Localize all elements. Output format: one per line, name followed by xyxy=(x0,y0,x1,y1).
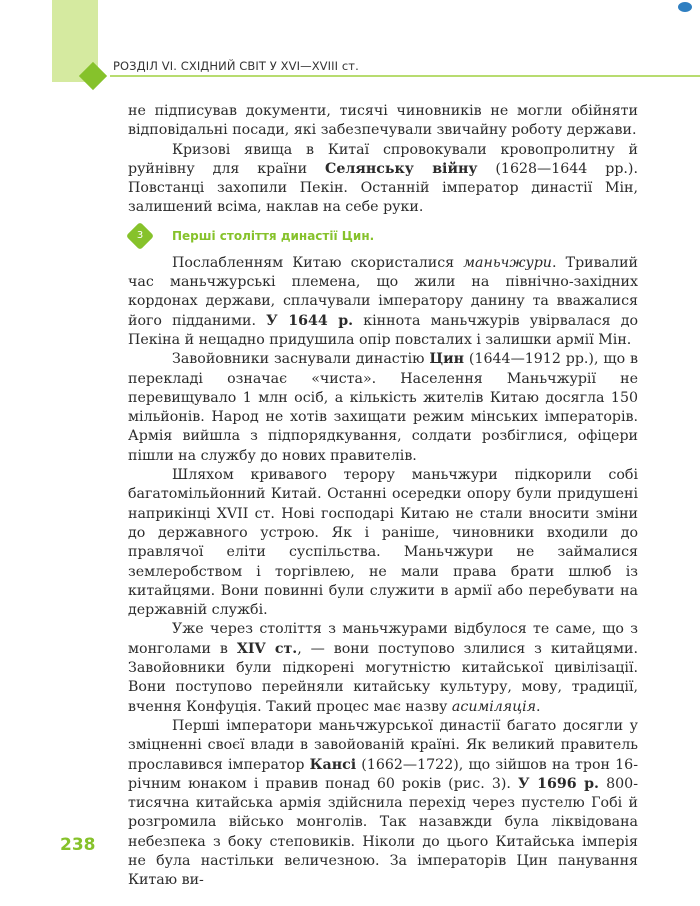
header-rule xyxy=(110,75,700,77)
chapter-header: РОЗДІЛ VI. СХІДНИЙ СВІТ У XVI—XVIII ст. xyxy=(113,59,359,73)
date-bold: XIV ст. xyxy=(236,640,298,657)
publisher-logo-icon xyxy=(678,2,692,12)
term-italic: маньчжури xyxy=(463,254,552,271)
term-bold: Селянську війну xyxy=(325,160,478,177)
section-title: Перші століття династії Цин. xyxy=(172,228,375,243)
paragraph: Перші імператори маньчжурської династії багато досягли у зміцненні своєї влади в завойованій країні. Як великий правитель прославився імператор Кансі (1662—1722), що зійшов на трон 16-річним юнаком і правив понад 60 років (рис. 3). У 1696 р. 800-тисячна китайська армія здійснила перехід через пустелю Гобі й розгромила військо монголів. Так назавжди була ліквідована небезпека з боку степовиків. Ніколи до цього Китайська імперія не була настільки величезною. За імператорів Цин панування Китаю ви- xyxy=(128,717,638,889)
section-number-badge: 3 xyxy=(126,222,154,250)
term-italic: асиміляція xyxy=(451,698,537,715)
paragraph: Шляхом кривавого терору маньчжури підкорили собі багатомільйонний Китай. Останні осередки опору були придушені наприкінці XVII ст. Нові господарі Китаю не стали вносити зміни до державного устрою. Як і раніше, чиновники входили до правлячої еліти суспільства. Маньчжури не займалися землеробством і торгівлею, не мали права брати шлюб із китайцями. Вони повинні були служити в армії або перебувати на державній службі. xyxy=(128,467,638,619)
paragraph: не підписував документи, тисячі чиновників не могли обійняти відповідальні посади, які забезпечували звичайну роботу держави. xyxy=(128,103,638,139)
term-bold: Цин xyxy=(429,351,465,368)
date-bold: У 1696 р. xyxy=(518,775,599,792)
paragraph: Кризові явища в Китаї спровокували кровопролитну й руйнівну для країни Селянську війну (1628—1644 рр.). Повстанці захопили Пекін. Останній імператор династії Мін, залишений всіма, наклав на себе руки. xyxy=(128,141,638,216)
paragraph: Завойовники заснували династію Цин (1644—1912 рр.), що в перекладі означає «чиста». Населення Маньчжурії не перевищувало 1 млн осіб, а кількість жителів Китаю досягла 150 мільйонів. Народ не хотів захищати режим мінських імператорів. Армія вийшла з підпорядкування, солдати розбіглися, офіцери пішли на службу до нових правителів. xyxy=(128,351,638,464)
section-heading xyxy=(128,224,638,250)
date-bold: У 1644 р. xyxy=(266,312,354,329)
term-bold: Кансі xyxy=(309,756,357,773)
paragraph: Уже через століття з маньчжурами відбулося те саме, що з монголами в XIV ст., — вони поступово злилися з китайцями. Завойовники були підкорені могутністю китайської цивілізації. Вони поступово перейняли китайську культуру, мову, традиції, вчення Конфуція. Такий процес має назву асиміляція. xyxy=(128,621,638,715)
page-number: 238 xyxy=(60,835,96,855)
paragraph: Послабленням Китаю скористалися маньчжури. Тривалий час маньчжурські племена, що жили на північно-західних кордонах держави, сплачували імператору данину та вважалися його підданими. У 1644 р. кіннота маньчжурів увірвалася до Пекіна й нещадно придушила опір повсталих і залишки армії Мін. xyxy=(128,254,638,348)
page-body xyxy=(128,102,638,891)
